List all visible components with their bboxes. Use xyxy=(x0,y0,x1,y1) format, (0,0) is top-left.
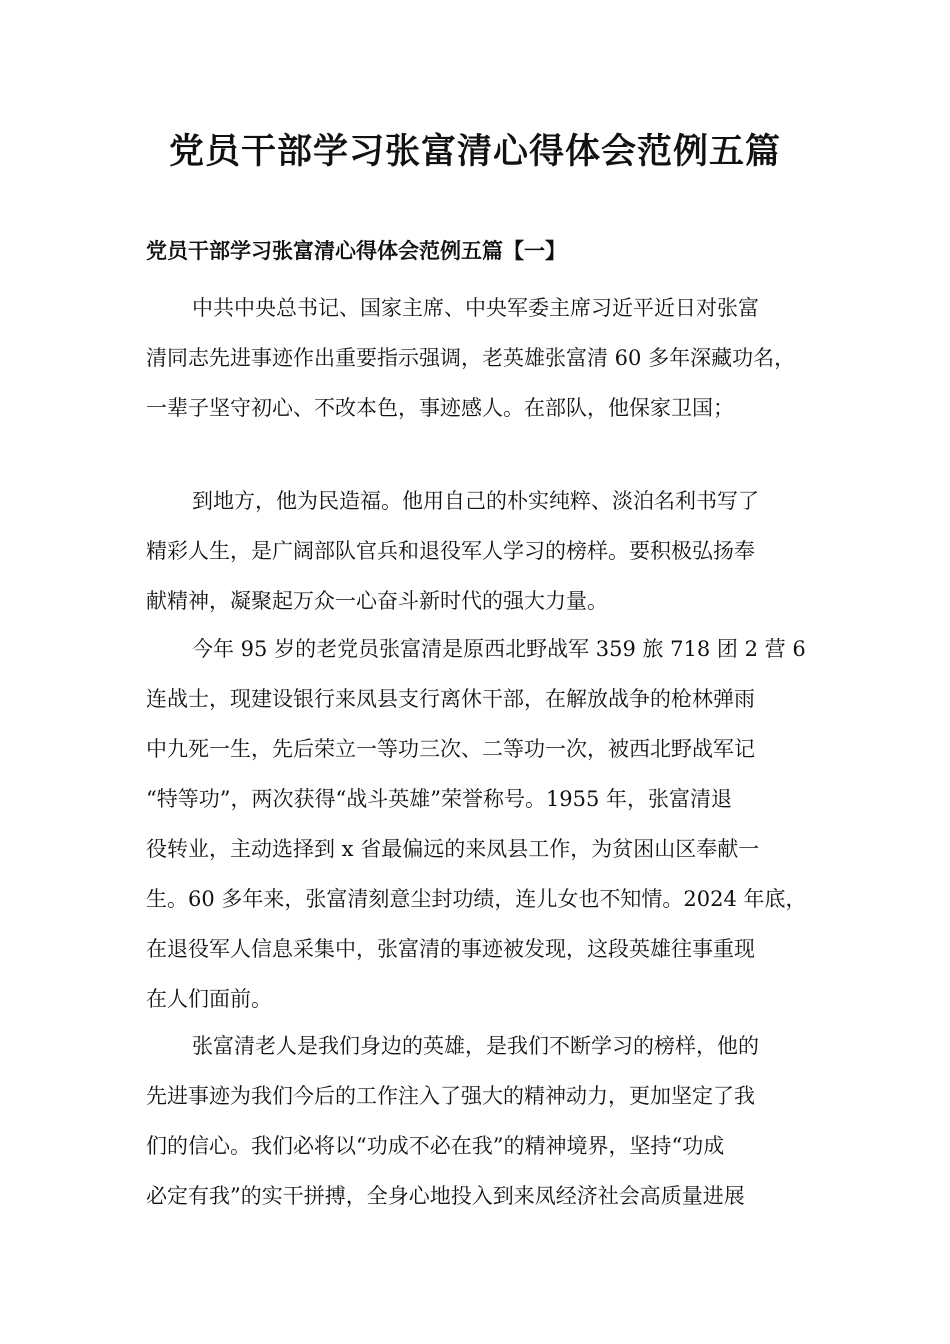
paragraph-line: 在人们面前。 xyxy=(146,987,272,1011)
paragraph-3 xyxy=(146,624,816,1024)
paragraph-line: 生。60 多年来，张富清刻意尘封功绩，连儿女也不知情。2024 年底， xyxy=(146,887,807,911)
paragraph-line: 张富清老人是我们身边的英雄，是我们不断学习的榜样，他的 xyxy=(192,1034,759,1058)
paragraph-line: “特等功”，两次获得“战斗英雄”荣誉称号。1955 年，张富清退 xyxy=(146,787,733,811)
section-heading: 党员干部学习张富清心得体会范例五篇【一】 xyxy=(146,238,566,263)
paragraph-line: 一辈子坚守初心、不改本色，事迹感人。在部队，他保家卫国； xyxy=(146,396,734,420)
paragraph-line: 精彩人生，是广阔部队官兵和退役军人学习的榜样。要积极弘扬奉 xyxy=(146,539,755,563)
paragraph-line: 中共中央总书记、国家主席、中央军委主席习近平近日对张富 xyxy=(192,296,759,320)
paragraph-line: 中九死一生，先后荣立一等功三次、二等功一次，被西北野战军记 xyxy=(146,737,755,761)
paragraph-1 xyxy=(146,283,816,433)
paragraph-line: 清同志先进事迹作出重要指示强调，老英雄张富清 60 多年深藏功名， xyxy=(146,346,796,370)
paragraph-line: 今年 95 岁的老党员张富清是原西北野战军 359 旅 718 团 2 营 6 xyxy=(192,637,806,661)
paragraph-line: 献精神，凝聚起万众一心奋斗新时代的强大力量。 xyxy=(146,589,608,613)
paragraph-line: 在退役军人信息采集中，张富清的事迹被发现，这段英雄往事重现 xyxy=(146,937,755,961)
paragraph-line: 先进事迹为我们今后的工作注入了强大的精神动力，更加坚定了我 xyxy=(146,1084,755,1108)
document-title: 党员干部学习张富清心得体会范例五篇 xyxy=(168,132,781,172)
paragraph-4 xyxy=(146,1021,816,1221)
paragraph-line: 到地方，他为民造福。他用自己的朴实纯粹、淡泊名利书写了 xyxy=(192,489,759,513)
paragraph-line: 必定有我”的实干拼搏，全身心地投入到来凤经济社会高质量进展 xyxy=(146,1184,745,1208)
paragraph-line: 连战士，现建设银行来凤县支行离休干部，在解放战争的枪林弹雨 xyxy=(146,687,755,711)
paragraph-line: 役转业，主动选择到 x 省最偏远的来凤县工作，为贫困山区奉献一 xyxy=(146,837,760,861)
paragraph-line: 们的信心。我们必将以“功成不必在我”的精神境界，坚持“功成 xyxy=(146,1134,725,1158)
paragraph-2 xyxy=(146,476,816,626)
